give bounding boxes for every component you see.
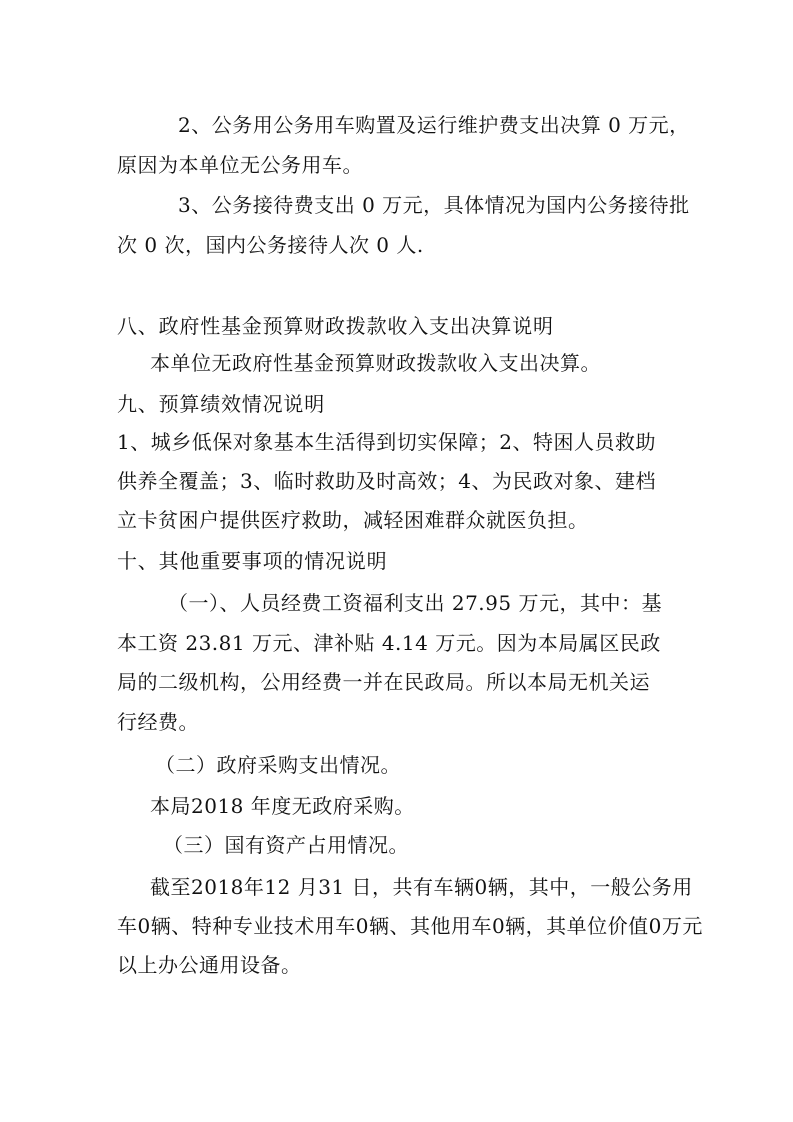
paragraph-vehicle-expense-line-2: 原因为本单位无公务用车。 <box>117 153 363 177</box>
paragraph-performance-line-3: 立卡贫困户提供医疗救助，减轻困难群众就医负担。 <box>117 508 589 532</box>
paragraph-performance-line-2: 供养全覆盖；3、临时救助及时高效；4、为民政对象、建档 <box>117 469 656 493</box>
paragraph-performance-line-1: 1、城乡低保对象基本生活得到切实保障；2、特困人员救助 <box>117 430 656 454</box>
paragraph-personnel-expense-line-4: 行经费。 <box>117 710 199 734</box>
paragraph-state-assets-line-3: 以上办公通用设备。 <box>117 953 302 977</box>
section-heading-other-matters: 十、其他重要事项的情况说明 <box>117 549 388 573</box>
subheading-procurement: （二）政府采购支出情况。 <box>155 753 401 777</box>
section-heading-performance: 九、预算绩效情况说明 <box>117 392 325 416</box>
paragraph-personnel-expense-line-3: 局的二级机构，公用经费一并在民政局。所以本局无机关运 <box>117 670 650 694</box>
paragraph-reception-expense-line-1: 3、公务接待费支出 0 万元，具体情况为国内公务接待批 <box>178 193 690 217</box>
paragraph-state-assets-line-1: 截至2018年12 月31 日，共有车辆0辆，其中，一般公务用 <box>150 875 693 899</box>
subheading-state-assets: （三）国有资产占用情况。 <box>163 833 409 857</box>
paragraph-government-fund: 本单位无政府性基金预算财政拨款收入支出决算。 <box>150 351 601 375</box>
paragraph-reception-expense-line-2: 次 0 次，国内公务接待人次 0 人. <box>117 233 424 257</box>
paragraph-procurement: 本局2018 年度无政府采购。 <box>150 794 415 818</box>
section-heading-government-fund: 八、政府性基金预算财政拨款收入支出决算说明 <box>117 314 554 338</box>
paragraph-personnel-expense-line-1: （一）、人员经费工资福利支出 27.95 万元，其中：基 <box>168 591 662 615</box>
paragraph-vehicle-expense-line-1: 2、公务用公务用车购置及运行维护费支出决算 0 万元， <box>178 113 690 137</box>
paragraph-state-assets-line-2: 车0辆、特种专业技术用车0辆、其他用车0辆，其单位价值0万元 <box>117 914 703 938</box>
paragraph-personnel-expense-line-2: 本工资 23.81 万元、津补贴 4.14 万元。因为本局属区民政 <box>117 631 661 655</box>
